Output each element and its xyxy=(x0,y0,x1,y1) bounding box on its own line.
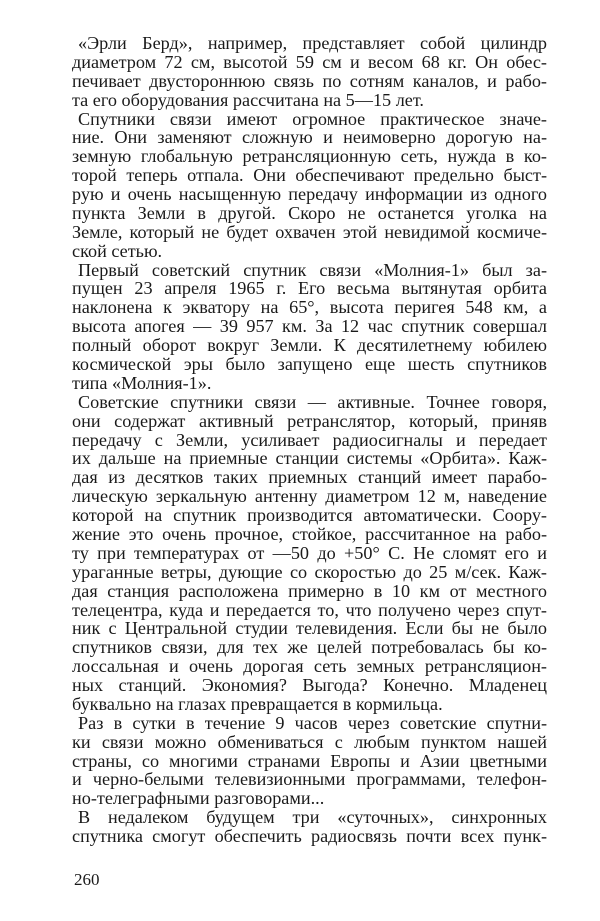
text-line: «Эрли Берд», например, представляет собой цилиндр xyxy=(78,33,547,53)
text-line: торой теперь отпала. Они обеспечивают предельно быст- xyxy=(72,165,547,185)
text-line: космической эры было запущено еще шесть спутников xyxy=(72,354,547,374)
text-line: Раз в сутки в течение 9 часов через советские спутни- xyxy=(78,713,547,733)
text-line: пункта Земли в другой. Скоро не останется уголка на xyxy=(72,203,547,223)
text-line: наклонена к экватору на 65°, высота перигея 548 км, а xyxy=(72,297,547,317)
page-number: 260 xyxy=(74,870,100,889)
text-line: дая из десятков таких приемных станций имеет парабо- xyxy=(72,467,547,487)
text-line: страны, со многими странами Европы и Азии цветными xyxy=(72,751,547,771)
text-line: печивает двустороннюю связь по сотням каналов, и рабо- xyxy=(72,71,547,91)
text-line: которой на спутник производится автоматически. Соору- xyxy=(72,505,547,525)
text-line: пущен 23 апреля 1965 г. Его весьма вытянутая орбита xyxy=(72,278,547,298)
text-line: передачу с Земли, усиливает радиосигналы и передает xyxy=(72,430,547,450)
text-line: ных станций. Экономия? Выгода? Конечно. Младенец xyxy=(72,675,547,695)
text-line: земную глобальную ретрансляционную сеть, нужда в ко- xyxy=(72,146,547,166)
text-line: Первый советский спутник связи «Молния-1» был за- xyxy=(78,260,547,280)
text-line: типа «Молния-1». xyxy=(72,373,212,393)
text-line: спутников связи, для тех же целей потребовалась бы ко- xyxy=(72,637,547,657)
text-line: Советские спутники связи — активные. Точнее говоря, xyxy=(78,392,547,412)
text-line: ту при температурах от —50 до +50° С. Не сломят его и xyxy=(72,543,547,563)
text-line: ураганные ветры, дующие со скоростью до 25 м/сек. Каж- xyxy=(72,562,547,582)
text-line: лическую зеркальную антенну диаметром 12 м, наведение xyxy=(72,486,547,506)
text-line: лоссальная и очень дорогая сеть земных ретрансляцион- xyxy=(72,656,547,676)
text-line: их дальше на приемные станции системы «Орбита». Каж- xyxy=(72,448,547,468)
text-line: рую и очень насыщенную передачу информации из одного xyxy=(72,184,547,204)
text-line: жение это очень прочное, стойкое, рассчитанное на рабо- xyxy=(72,524,547,544)
text-line: ник с Центральной студии телевидения. Если бы не было xyxy=(72,618,547,638)
text-line: высота апогея — 39 957 км. За 12 час спутник совершал xyxy=(72,316,547,336)
text-line: спутника смогут обеспечить радиосвязь почти всех пунк- xyxy=(72,826,547,846)
text-line: они содержат активный ретранслятор, который, приняв xyxy=(72,411,547,431)
text-line: полный оборот вокруг Земли. К десятилетнему юбилею xyxy=(72,335,547,355)
text-line: Земле, который не будет охвачен этой невидимой космиче- xyxy=(72,222,547,242)
text-line: телецентра, куда и передается то, что получено через спут- xyxy=(72,600,547,620)
text-line: ки связи можно обмениваться с любым пунктом нашей xyxy=(72,732,547,752)
text-line: та его оборудования рассчитана на 5—15 лет. xyxy=(72,90,424,110)
text-line: ние. Они заменяют сложную и неимоверно дорогую на- xyxy=(72,127,547,147)
text-line: В недалеком будущем три «суточных», синхронных xyxy=(78,807,547,827)
text-line: Спутники связи имеют огромное практическое значе- xyxy=(78,109,547,129)
text-line: но-телеграфными разговорами... xyxy=(72,788,325,808)
text-line: дая станция расположена примерно в 10 км от местного xyxy=(72,581,547,601)
text-line: диаметром 72 см, высотой 59 см и весом 68 кг. Он обес- xyxy=(72,52,547,72)
text-line: буквально на глазах превращается в кормильца. xyxy=(72,694,443,714)
text-line: и черно-белыми телевизионными программами, телефон- xyxy=(72,769,547,789)
text-line: ской сетью. xyxy=(72,241,163,261)
